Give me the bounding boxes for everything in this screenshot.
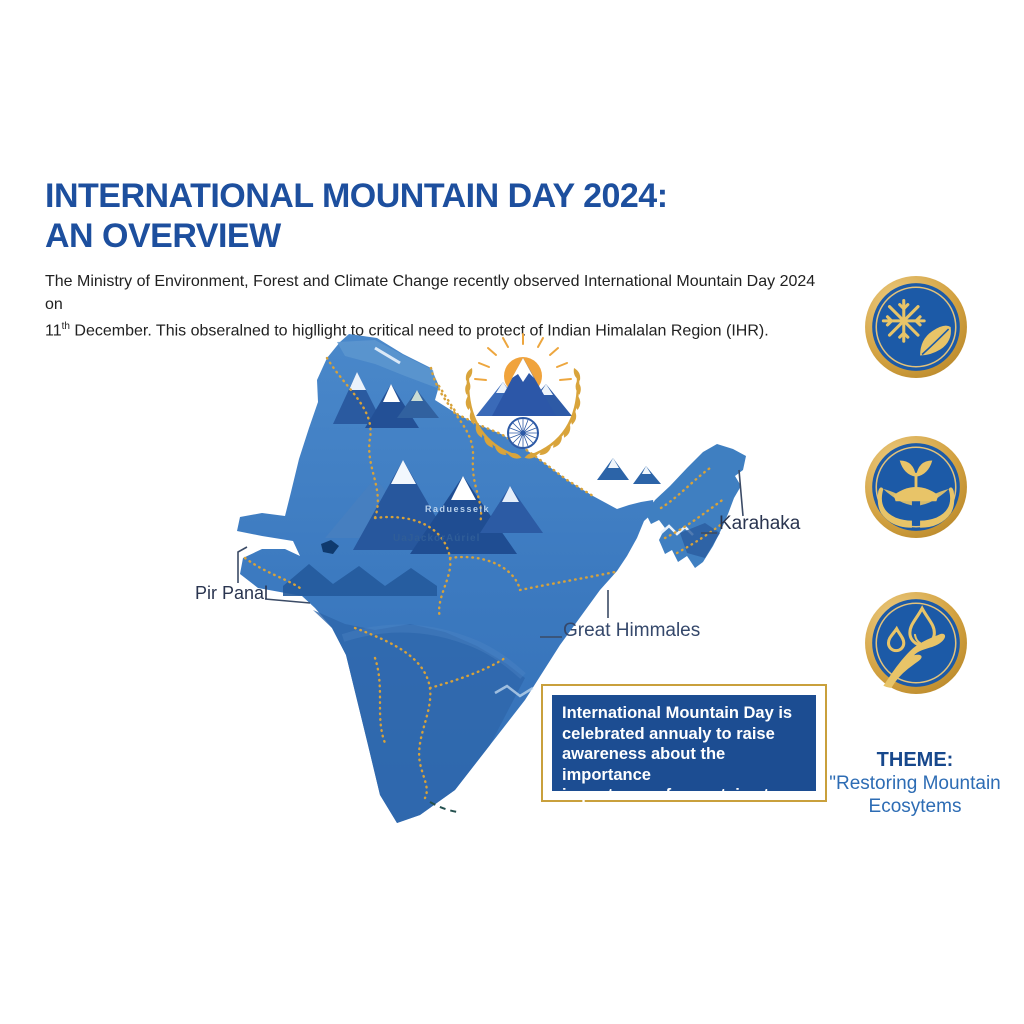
terrain-label-2: UaJackorAúriel [393, 533, 481, 544]
theme-heading: THEME: [876, 749, 954, 771]
badge-snowflake-leaf [863, 274, 969, 380]
island-dashes [430, 802, 458, 812]
quote-line-1: International Mountain Day is [562, 704, 793, 722]
title-line-2: AN OVERVIEW [45, 217, 281, 255]
snowflake-icon [883, 301, 924, 342]
badge-water-river [863, 590, 969, 696]
eastern-peaks [597, 458, 661, 484]
quote-line-2: celebrated annualy to raise [562, 724, 775, 743]
map-label-karahaka: Karahaka [719, 513, 801, 534]
title-line-1: INTERNATIONAL MOUNTAIN DAY 2024: [45, 177, 668, 215]
quote-line-3: awareness about the importance [562, 745, 726, 784]
quote-text [552, 695, 816, 825]
intro-line-2-number: 11 [45, 322, 62, 340]
terrain-label-1: Raduesseik [425, 504, 491, 514]
quote-box [541, 684, 827, 825]
intro-line-1: The Ministry of Environment, Forest and Climate Change recently observed International Mountain Day 2024 on [45, 273, 816, 313]
theme-quote-line-1: "Restoring Mountain [829, 773, 1001, 794]
map-label-great-himmales: Great Himmales [563, 620, 701, 641]
theme-quote-line-2: Ecosytems [868, 796, 962, 817]
intro-ordinal-suffix: th [61, 321, 70, 332]
map-label-pir-panal: Pir Panal [195, 583, 269, 603]
intro-line-2-rest: December. This obseralned to higllight to critical need to protect of Indian Himalalan Region (IHR). [69, 322, 769, 340]
badge-hands-sprout [863, 434, 969, 540]
page-title [45, 176, 745, 256]
quote-line-4: importance of mountains to life. [562, 786, 780, 825]
mountain-day-emblem [448, 330, 598, 460]
theme-block [820, 748, 1010, 818]
ashoka-chakra-icon [508, 418, 538, 448]
